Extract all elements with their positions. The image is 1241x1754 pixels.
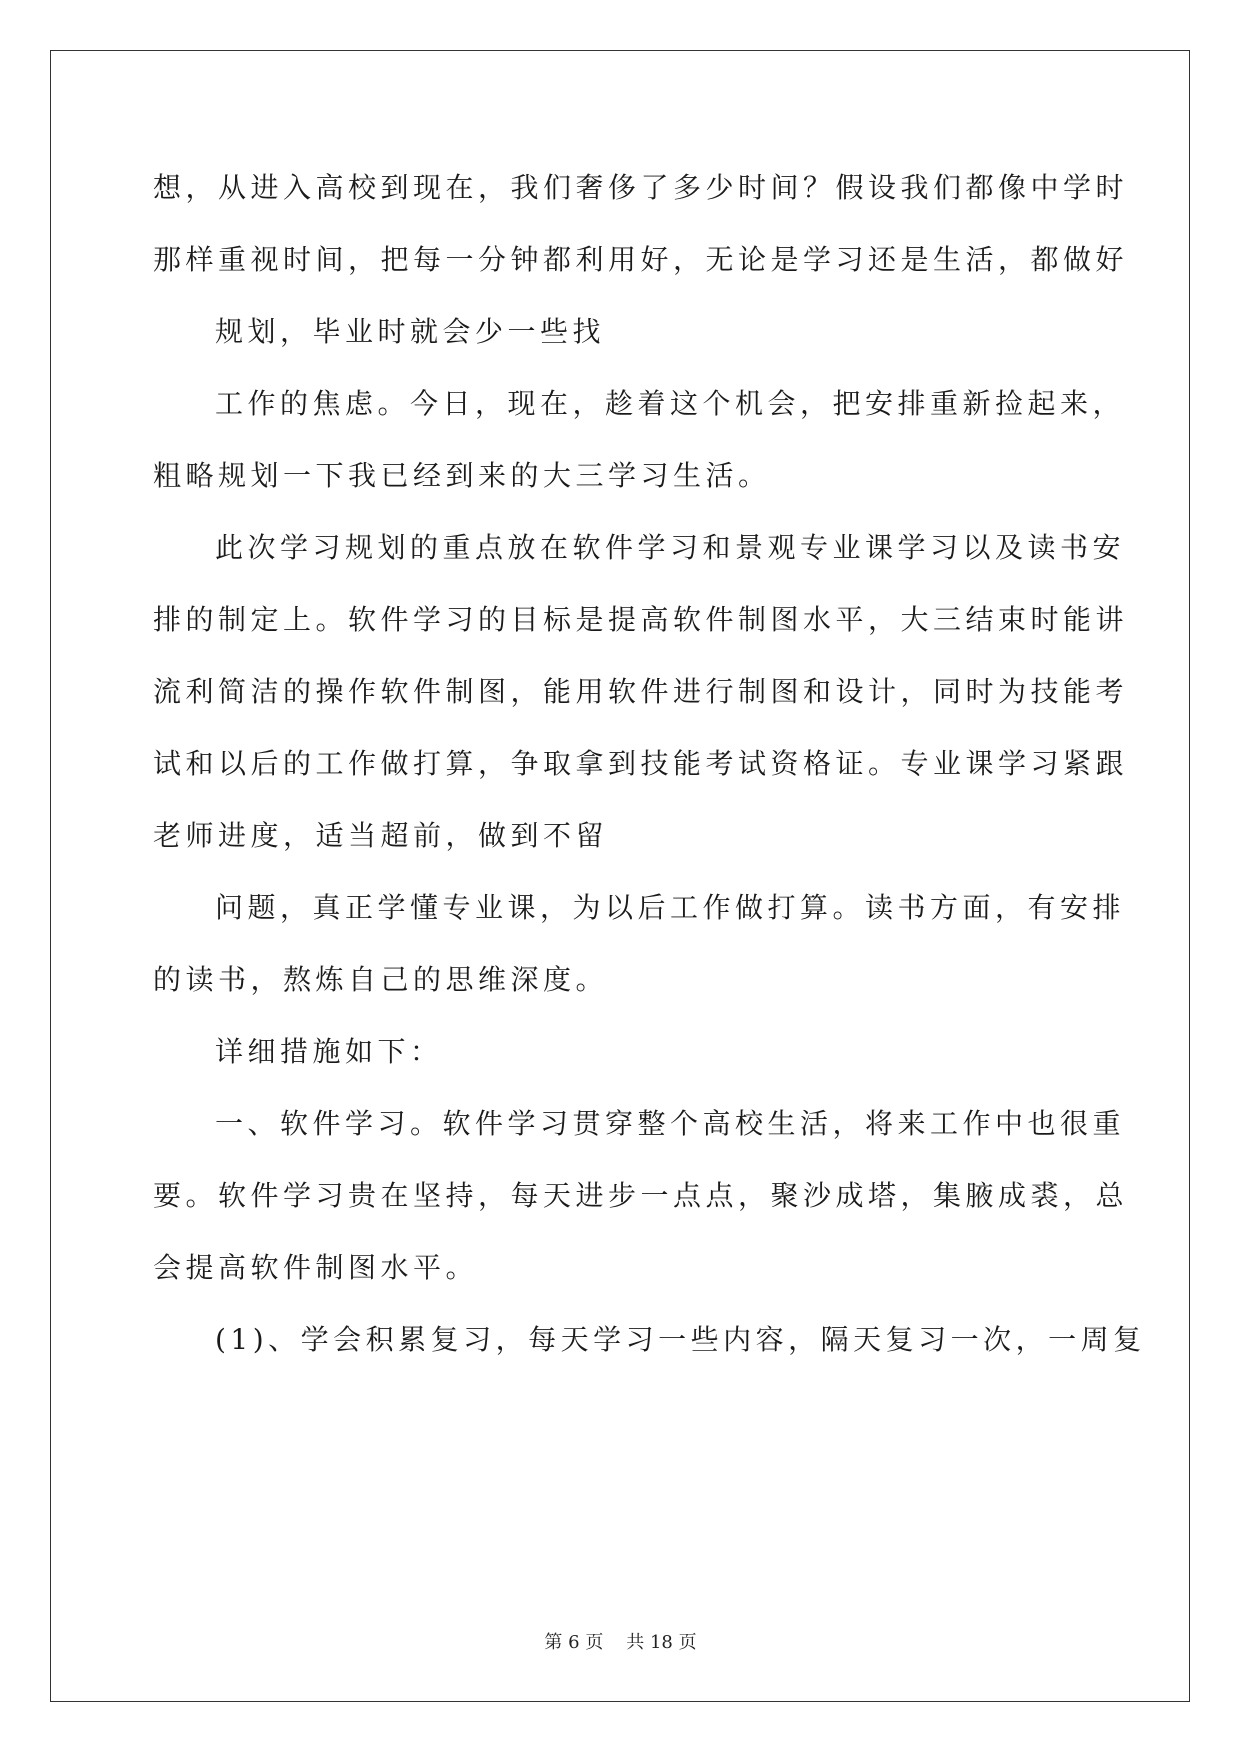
text-line: 排的制定上。软件学习的目标是提高软件制图水平，大三结束时能讲 [153, 603, 1129, 636]
text-line: 的读书，熬炼自己的思维深度。 [153, 963, 609, 996]
text-line: 老师进度，适当超前，做到不留 [153, 819, 609, 852]
page-number: 第 6 页 [544, 1632, 604, 1653]
text-line: 要。软件学习贵在坚持，每天进步一点点，聚沙成塔，集腋成裘，总 [153, 1179, 1129, 1212]
page-total: 共 18 页 [626, 1632, 697, 1653]
text-line: 流利简洁的操作软件制图，能用软件进行制图和设计，同时为技能考 [153, 675, 1129, 708]
text-line: 那样重视时间，把每一分钟都利用好，无论是学习还是生活，都做好 [153, 243, 1129, 276]
page-border [50, 50, 1190, 1702]
text-line: 粗略规划一下我已经到来的大三学习生活。 [153, 459, 771, 492]
text-line: 此次学习规划的重点放在软件学习和景观专业课学习以及读书安 [215, 531, 1126, 564]
text-line: 问题，真正学懂专业课，为以后工作做打算。读书方面，有安排 [215, 891, 1126, 924]
text-line: 详细措施如下： [215, 1035, 443, 1068]
text-line: 规划，毕业时就会少一些找 [215, 315, 606, 348]
text-line: 试和以后的工作做打算，争取拿到技能考试资格证。专业课学习紧跟 [153, 747, 1129, 780]
page-footer [0, 1631, 1241, 1655]
text-line: 会提高软件制图水平。 [153, 1251, 479, 1284]
text-line: 想，从进入高校到现在，我们奢侈了多少时间？假设我们都像中学时 [153, 171, 1129, 204]
text-line: (1)、学会积累复习，每天学习一些内容，隔天复习一次，一周复 [215, 1323, 1146, 1356]
text-line: 工作的焦虑。今日，现在，趁着这个机会，把安排重新捡起来， [215, 387, 1126, 420]
text-line: 一、软件学习。软件学习贯穿整个高校生活，将来工作中也很重 [215, 1107, 1126, 1140]
